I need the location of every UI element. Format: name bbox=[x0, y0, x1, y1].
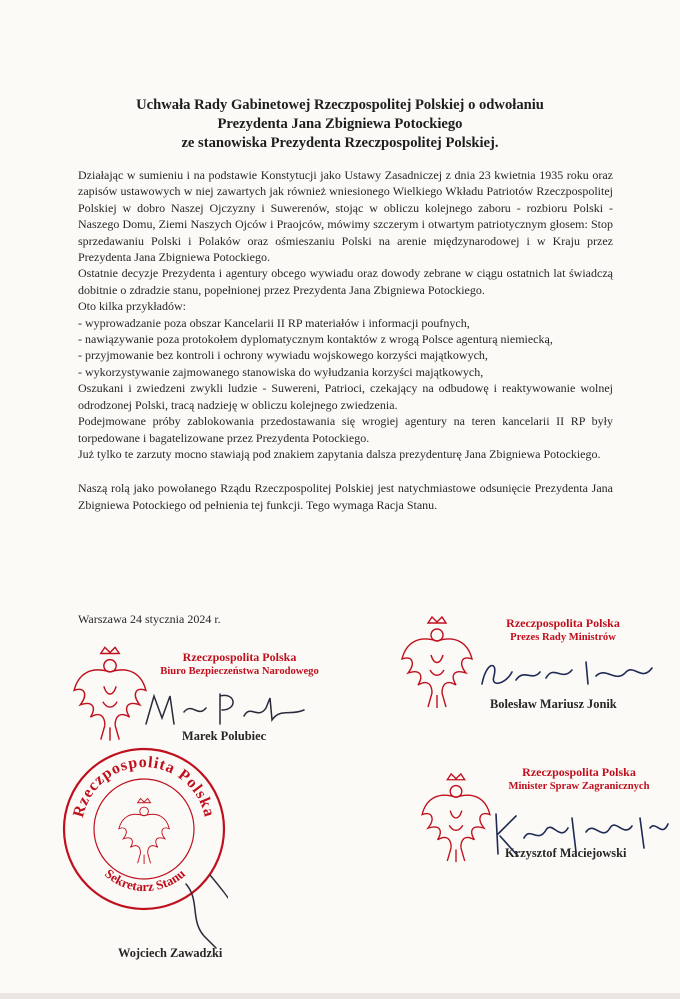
list-item: - wykorzystywanie zajmowanego stanowiska do wyłudzania korzyści majątkowych, bbox=[78, 364, 484, 379]
eagle-emblem-icon bbox=[398, 615, 476, 710]
list-item: - przyjmowanie bez kontroli i ochrony wywiadu wojskowego korzyści majątkowych, bbox=[78, 348, 488, 363]
paragraph-decisions: Ostatnie decyzje Prezydenta i agentury obcego wywiadu oraz dowody zebrane w ciągu ostatnich lat świadczą dobitnie o zdradzie stanu, popełnionej przez Prezydenta Jana Zbigniewa Potockiego. bbox=[78, 266, 613, 297]
page-bottom-edge bbox=[0, 993, 680, 999]
paragraph-resolution: Naszą rolą jako powołanego Rządu Rzeczpospolitej Polskiej jest natychmiastowe odsunięcie Prezydenta Jana Zbigniewa Potockiego od pełnienia tej funkcji. Tego wymaga Racja Stanu. bbox=[78, 481, 613, 512]
bbn-heading: Rzeczpospolita Polska bbox=[182, 650, 297, 664]
title-line-2: Prezydenta Jana Zbigniewa Potockiego bbox=[217, 116, 463, 132]
eagle-emblem-icon bbox=[70, 645, 150, 743]
stamp-top-text: Rzeczpospolita Polska bbox=[70, 753, 218, 820]
paragraph-preamble: Działając w sumieniu i na podstawie Konstytucji jako Ustawy Zasadniczej z dnia 23 kwietnia 1935 roku oraz zapisów ustawowych w niej zawartych jak również wniesionego Wielkiego Wkładu Patriotów Rzeczpospolitej Polskiej w dobro Naszej Ojczyzny i Suwerenów, stojąc w obliczu kolejnego zaboru - rozbioru Polski - Naszego Domu, Ziemi Naszych Ojców i Praojców, mówimy szczerym i otwartym patriotycznym głosem: Stop sprzedawaniu Polski i Polaków oraz ośmieszaniu Polski na arenie międzynarodowej i w Kraju przez Prezydenta Jana Zbigniewa Potockiego. bbox=[78, 168, 613, 265]
document-date: Warszawa 24 stycznia 2024 r. bbox=[78, 612, 221, 626]
paragraph-attempts: Podejmowane próby zablokowania przedostawania się wrogiej agentury na teren kancelarii II RP były torpedowane i bagatelizowane przez Prezydenta Potockiego. bbox=[78, 414, 613, 445]
pm-header bbox=[488, 616, 638, 645]
pm-office: Prezes Rady Ministrów bbox=[510, 632, 616, 643]
secretary-signature-icon bbox=[180, 880, 220, 950]
bbn-name: Marek Polubiec bbox=[182, 729, 267, 743]
bbn-signature-icon bbox=[140, 688, 310, 732]
paragraph-examples-intro: Oto kilka przykładów: bbox=[78, 299, 186, 314]
bbn-header bbox=[152, 650, 327, 679]
title-line-1: Uchwała Rady Gabinetowej Rzeczpospolitej Polskiej o odwołaniu bbox=[136, 97, 544, 113]
pm-signature-icon bbox=[476, 654, 666, 694]
list-item: - wyprowadzanie poza obszar Kancelarii II RP materiałów i informacji poufnych, bbox=[78, 315, 470, 330]
pm-heading: Rzeczpospolita Polska bbox=[506, 616, 620, 630]
svg-text:Rzeczpospolita Polska bbox=[70, 754, 218, 819]
eagle-emblem-icon bbox=[418, 772, 494, 864]
bbn-office: Biuro Bezpieczeństwa Narodowego bbox=[160, 666, 319, 677]
svg-text:Sekretarz Stanu bbox=[102, 866, 188, 894]
paragraph-charges: Już tylko te zarzuty mocno stawiają pod znakiem zapytania dalsza prezydenturę Jana Zbigniewa Potockiego. bbox=[78, 446, 601, 461]
msz-name: Krzysztof Maciejowski bbox=[505, 846, 627, 860]
stamp-bottom-text: Sekretarz Stanu bbox=[102, 865, 188, 895]
msz-office: Minister Spraw Zagranicznych bbox=[508, 781, 650, 792]
document-body bbox=[78, 167, 613, 513]
pm-name: Bolesław Mariusz Jonik bbox=[490, 697, 617, 711]
paragraph-deceived: Oszukani i zwiedzeni zwykli ludzie - Suwereni, Patrioci, czekający na odbudowę i reaktywowanie wolnej odrodzonej Polski, tracą nadzieję w obliczu kolejnego zwiedzenia. bbox=[78, 381, 613, 412]
document-title bbox=[60, 96, 620, 153]
secretary-name: Wojciech Zawadzki bbox=[118, 946, 223, 960]
msz-header bbox=[494, 765, 664, 794]
title-line-3: ze stanowiska Prezydenta Rzeczpospolitej Polskiej. bbox=[181, 135, 499, 151]
msz-heading: Rzeczpospolita Polska bbox=[522, 765, 636, 779]
list-item: - nawiązywanie poza protokołem dyplomatycznym kontaktów z wrogą Polsce agenturą niemiecką, bbox=[78, 332, 553, 347]
